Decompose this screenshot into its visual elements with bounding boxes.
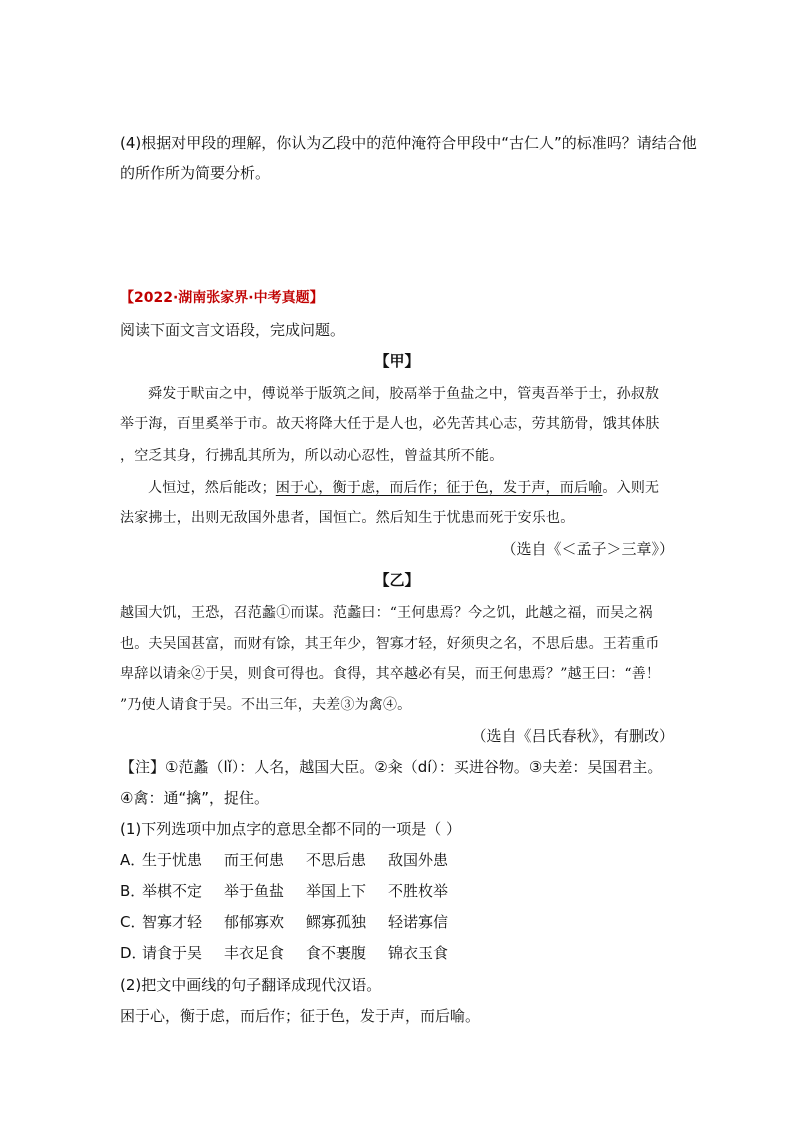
option-item: 鳏寡孤独 (306, 913, 367, 931)
source-tag: 【2022·湖南张家界·中考真题】 (120, 290, 324, 306)
jia-heading: 【甲】 (374, 352, 420, 370)
yi-source: （选自《吕氏春秋》，有删改） (471, 727, 674, 745)
jia-p2-tail: 。入则无 (602, 480, 660, 496)
jia-source: （选自《＜孟子＞三章》） (501, 540, 674, 558)
option-item: 郁郁寡欢 (224, 913, 285, 931)
jia-p1-line-1: 舜发于畎亩之中，傅说举于版筑之间，胶鬲举于鱼盐之中，管夷吾举于士，孙叔敖 (148, 386, 660, 402)
underlined-sentence: 困于心，衡于虑，而后作；征于色，发于声，而后喻 (275, 480, 603, 496)
option-label: B． (120, 882, 146, 900)
question-2-stem: (2)把文中画线的句子翻译成现代汉语。 (120, 976, 382, 994)
option-item: 不思后患 (306, 851, 367, 869)
option-item: 锦衣玉食 (388, 944, 449, 962)
question-2-sentence: 困于心，衡于虑，而后作；征于色，发于声，而后喻。 (120, 1007, 481, 1025)
option-label: C． (120, 913, 146, 931)
option-item: 举国上下 (306, 882, 367, 900)
option-item: 轻诺寡信 (388, 913, 449, 931)
yi-line-2: 也。夫吴国甚富，而财有馀，其王年少，智寡才轻，好须臾之名，不思后患。王若重币 (120, 636, 660, 652)
notes-line-1: 【注】①范蠡（lǐ）：人名，越国大臣。②籴（dí）：买进谷物。③夫差：吴国君主。 (120, 758, 663, 776)
jia-p1-line-2: 举于海，百里奚举于市。故天将降大任于是人也，必先苦其心志，劳其筋骨，饿其体肤 (120, 416, 660, 432)
jia-p2-lead: 人恒过，然后能改； (148, 480, 276, 496)
option-item: 丰衣足食 (224, 944, 285, 962)
option-item: 举于鱼盐 (224, 882, 285, 900)
notes-line-2: ④禽：通“擒”，捉住。 (120, 789, 269, 807)
option-item: 不胜枚举 (388, 882, 449, 900)
option-label: A． (120, 851, 146, 869)
yi-line-4: ”乃使人请食于吴。不出三年，夫差③为禽④。 (120, 697, 412, 713)
jia-p2-line-1 (148, 478, 659, 498)
option-item: 智寡才轻 (142, 913, 203, 931)
option-b[interactable] (120, 881, 470, 901)
option-item: 举棋不定 (142, 882, 203, 900)
jia-p2-line-2: 法家拂士，出则无敌国外患者，国恒亡。然后知生于忧患而死于安乐也。 (120, 510, 575, 526)
option-c[interactable] (120, 912, 470, 932)
jia-p1-line-3: ，空乏其身，行拂乱其所为，所以动心忍性，曾益其所不能。 (120, 448, 504, 464)
question-1-stem: (1)下列选项中加点字的意思全都不同的一项是（ ） (120, 820, 462, 838)
option-d[interactable] (120, 943, 470, 963)
option-item: 敌国外患 (388, 851, 449, 869)
option-a[interactable] (120, 850, 470, 870)
question-4-line-1: (4)根据对甲段的理解，你认为乙段中的范仲淹符合甲段中“古仁人”的标准吗？请结合他 (120, 134, 697, 152)
option-item: 请食于吴 (142, 944, 203, 962)
option-label: D． (120, 944, 147, 962)
option-item: 生于忧患 (142, 851, 203, 869)
option-item: 食不裹腹 (306, 944, 367, 962)
yi-line-1: 越国大饥，王恐，召范蠡①而谋。范蠡曰：“王何患焉？今之饥，此越之福，而吴之祸 (120, 605, 653, 621)
yi-line-3: 卑辞以请籴②于吴，则食可得也。食得，其卒越必有吴，而王何患焉？”越王曰：“善！ (120, 666, 661, 682)
reading-intro: 阅读下面文言文语段，完成问题。 (120, 321, 346, 339)
yi-heading: 【乙】 (374, 571, 420, 589)
question-4-line-2: 的所作所为简要分析。 (120, 164, 271, 182)
option-item: 而王何患 (224, 851, 285, 869)
